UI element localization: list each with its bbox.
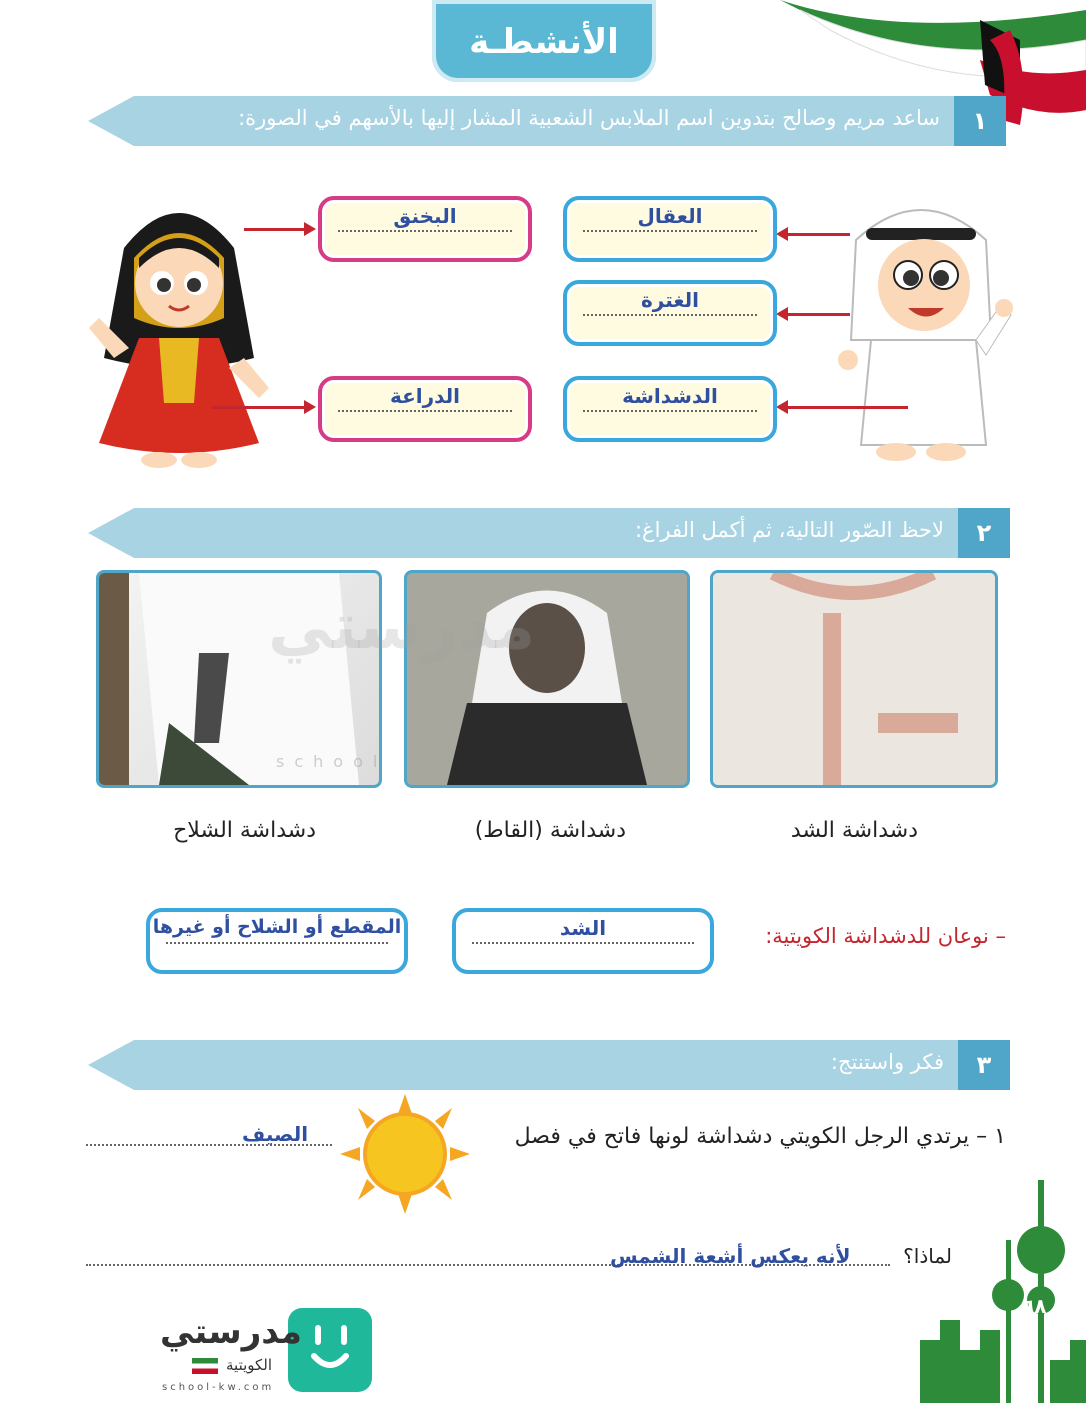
answer-type-2: المقطع أو الشلاح أو غيرها: [152, 916, 402, 938]
activity-3-q2: لماذا؟: [903, 1244, 952, 1268]
arrow-to-bukhnuq: [244, 228, 306, 231]
activity-3-instruction: فكر واستنتج:: [830, 1050, 944, 1074]
answer-bukhnuq: البخنق: [393, 204, 457, 228]
answer-iqal: العقال: [637, 204, 703, 228]
arrow-to-daraa: [212, 406, 306, 409]
answer-box-ghutra[interactable]: [563, 280, 777, 346]
answer-daraa: الدراعة: [389, 384, 461, 408]
answer-type-1: الشد: [559, 916, 607, 940]
kuwait-towers-decoration: [920, 1180, 1086, 1403]
activity-1-banner: [88, 96, 1006, 146]
arrow-to-iqal: [786, 233, 850, 236]
answer-box-dishdasha[interactable]: [563, 376, 777, 442]
page-title: الأنشطـة: [469, 22, 619, 62]
caption-shalah: دشداشة الشلاح: [173, 818, 316, 843]
answer-box-bukhnuq[interactable]: [318, 196, 532, 262]
girl-mariam-illustration: [84, 188, 274, 478]
activity-1-instruction: ساعد مريم وصالح بتدوين اسم الملابس الشعبية المشار إليها بالأسهم في الصورة:: [238, 106, 940, 130]
answer-dishdasha: الدشداشة: [622, 384, 718, 408]
arrow-to-dishdasha: [786, 406, 908, 409]
activity-2-instruction: لاحظ الصّور التالية، ثم أكمل الفراغ:: [634, 518, 944, 542]
watermark-logo: مدرستي: [268, 590, 536, 664]
caption-qat: دشداشة (القاط): [474, 818, 626, 843]
sun-icon: [340, 1094, 470, 1214]
activity-3-number: ٣: [958, 1040, 1010, 1090]
caption-shad: دشداشة الشد: [790, 818, 918, 843]
photo-shad-dishdasha: [710, 570, 998, 788]
activity-3-q1: ١ – يرتدي الرجل الكويتي دشداشة لونها فاتح في فصل: [514, 1124, 1006, 1149]
answer-box-type-1[interactable]: [452, 908, 714, 974]
q2-answer: لأنه يعكس أشعة الشمس: [610, 1244, 851, 1268]
logo-sub: الكويتية: [226, 1356, 273, 1374]
activity-2-banner: [88, 508, 1010, 558]
logo-name: مدرستي: [160, 1312, 302, 1352]
answer-box-type-2[interactable]: [146, 908, 408, 974]
watermark-school: school: [276, 752, 388, 771]
answer-ghutra: الغترة: [640, 288, 700, 312]
page-title-tab: [432, 0, 656, 82]
activity-3-banner: [88, 1040, 1010, 1090]
boy-saleh-illustration: [826, 190, 1016, 470]
q1-answer: الصيف: [242, 1122, 309, 1146]
kuwait-flag-icon: [192, 1358, 218, 1374]
logo-url: school-kw.com: [162, 1382, 275, 1393]
answer-box-iqal[interactable]: [563, 196, 777, 262]
answer-box-daraa[interactable]: [318, 376, 532, 442]
page-number: ٦٨: [1022, 1294, 1047, 1318]
activity-2-question: – نوعان للدشداشة الكويتية:: [765, 924, 1006, 948]
arrow-to-ghutra: [786, 313, 850, 316]
activity-2-number: ٢: [958, 508, 1010, 558]
activity-1-number: ١: [954, 96, 1006, 146]
